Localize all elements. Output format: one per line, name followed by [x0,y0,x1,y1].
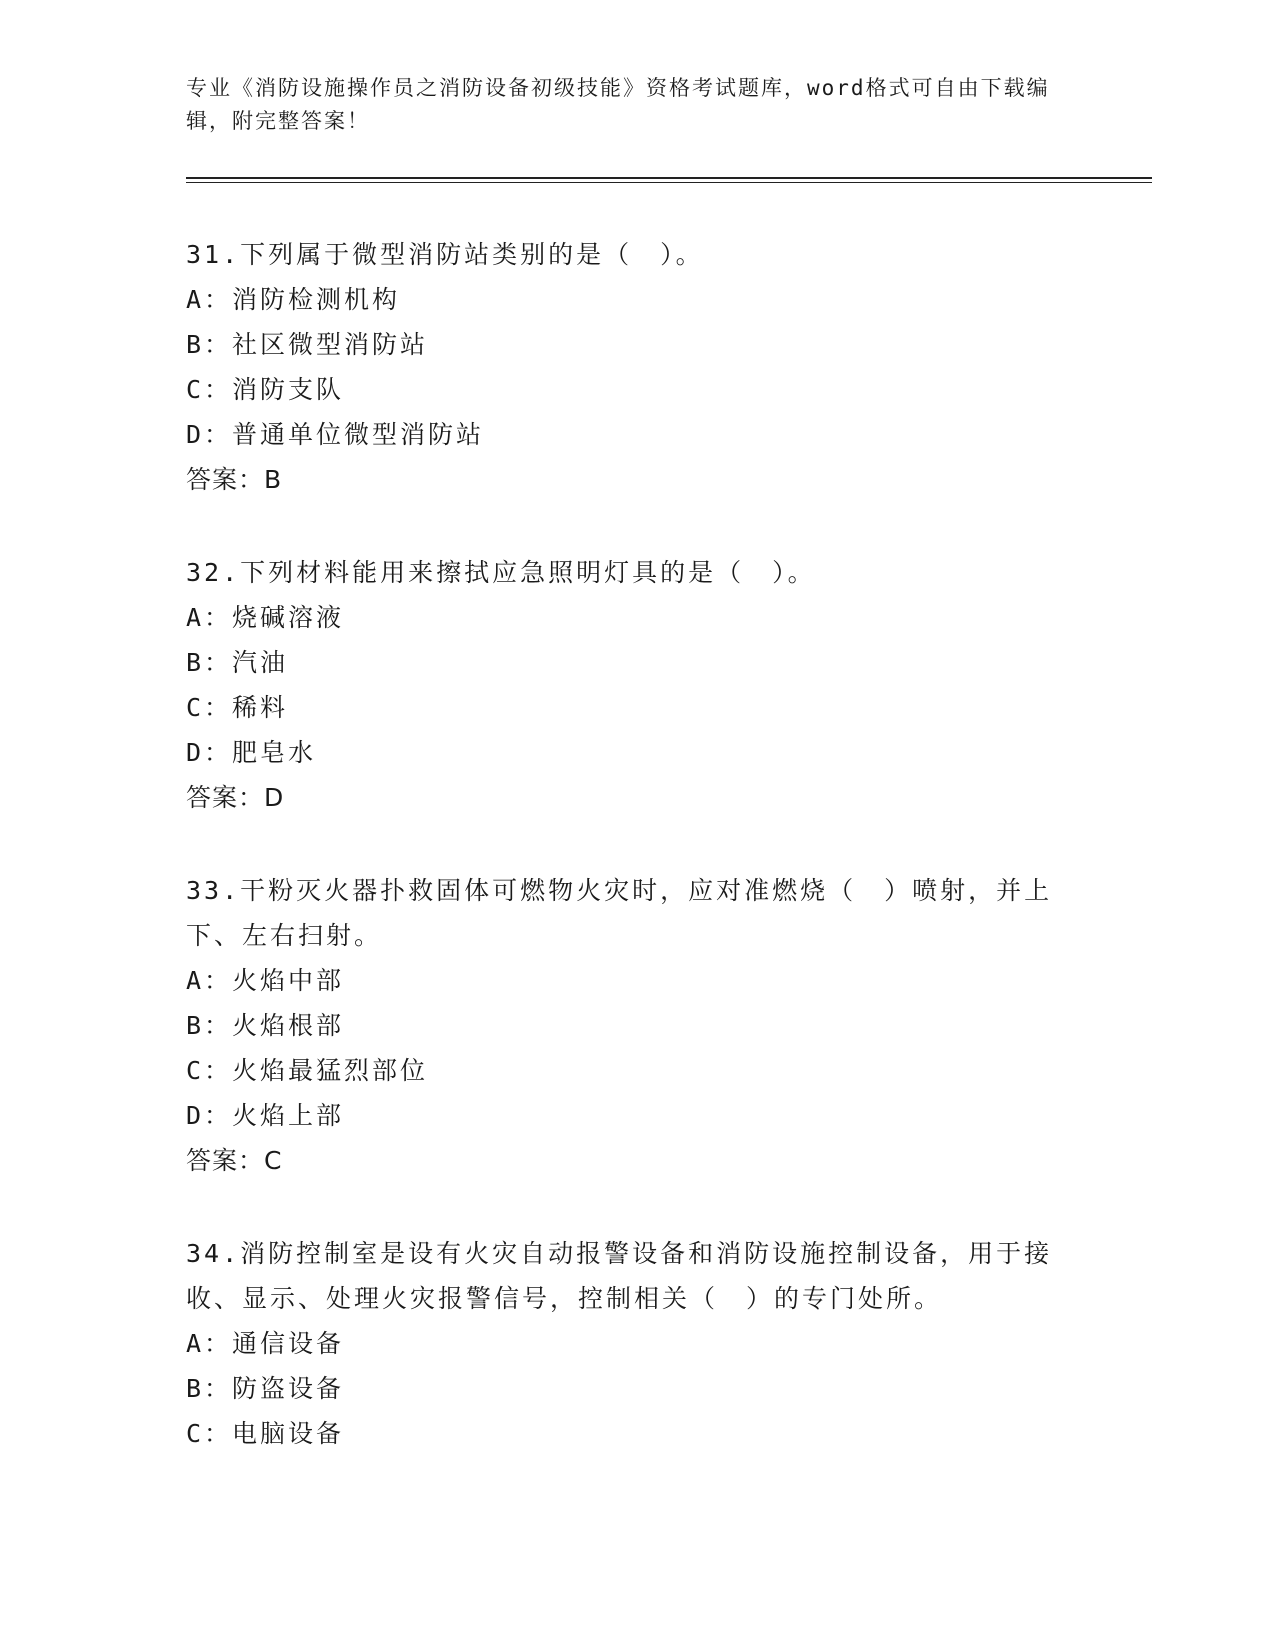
question-list [186,232,1086,1504]
option-c: C：消防支队 [186,375,345,404]
option-d: D：肥皂水 [186,738,317,767]
option-a: A：消防检测机构 [186,285,401,314]
option-c: C：电脑设备 [186,1419,345,1448]
option-a: A：火焰中部 [186,966,345,995]
question-stem: 31.下列属于微型消防站类别的是（ ）。 [186,240,704,269]
option-a: A：烧碱溶液 [186,603,345,632]
option-b: B：火焰根部 [186,1011,345,1040]
answer-label: 答案：B [186,465,283,494]
question-stem: 32.下列材料能用来擦拭应急照明灯具的是（ ）。 [186,558,816,587]
question-stem: 33.干粉灭火器扑救固体可燃物火灾时，应对准燃烧（ ）喷射，并上下、左右扫射。 [186,876,1053,950]
question-33 [186,868,1086,1183]
question-34 [186,1231,1086,1456]
option-b: B：汽油 [186,648,289,677]
option-b: B：社区微型消防站 [186,330,429,359]
option-d: D：普通单位微型消防站 [186,420,485,449]
question-32 [186,550,1086,820]
option-c: C：火焰最猛烈部位 [186,1056,429,1085]
header-divider [186,177,1152,183]
answer-label: 答案：C [186,1146,283,1175]
option-d: D：火焰上部 [186,1101,345,1130]
answer-label: 答案：D [186,783,285,812]
document-header: 专业《消防设施操作员之消防设备初级技能》资格考试题库，word格式可自由下载编辑，附完整答案！ [186,76,1050,133]
option-c: C：稀料 [186,693,289,722]
question-31 [186,232,1086,502]
question-stem: 34.消防控制室是设有火灾自动报警设备和消防设施控制设备，用于接收、显示、处理火灾报警信号，控制相关（ ）的专门处所。 [186,1239,1053,1313]
option-b: B：防盗设备 [186,1374,345,1403]
option-a: A：通信设备 [186,1329,345,1358]
